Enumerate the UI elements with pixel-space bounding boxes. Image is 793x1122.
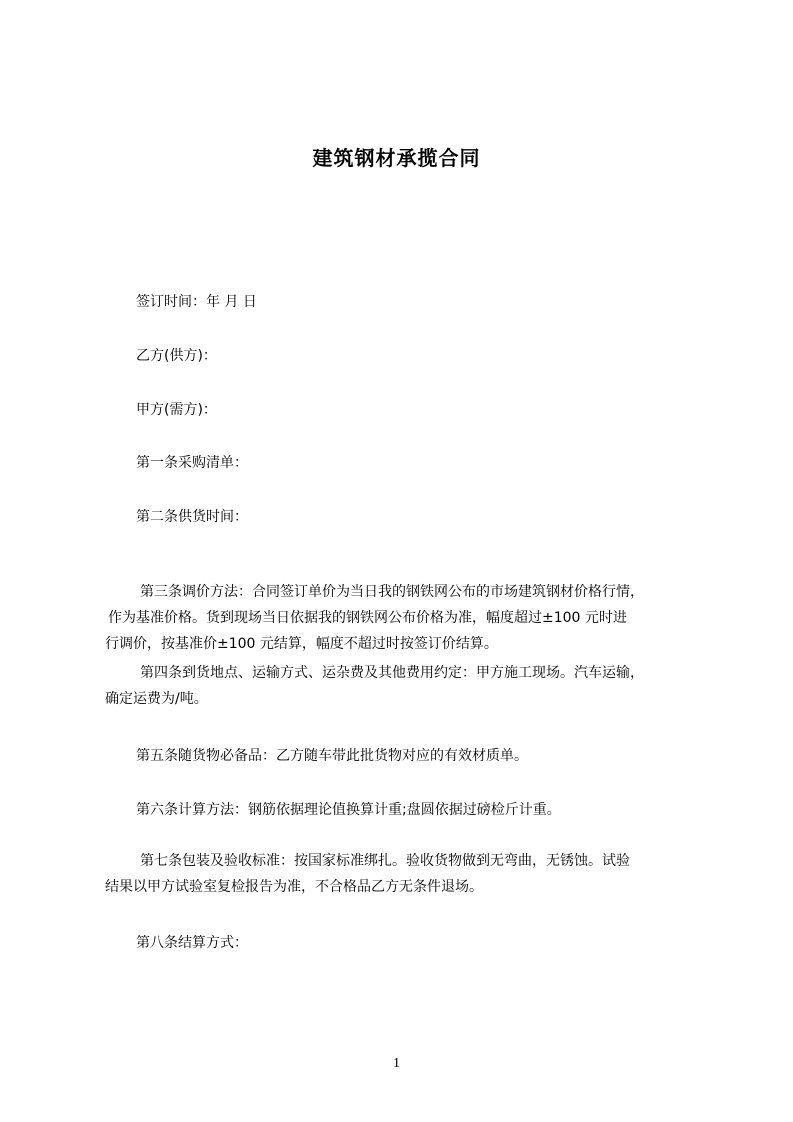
article-6-calculation-method: 第六条计算方法：钢筋依据理论值换算计重;盘圆依据过磅检斤计重。 (136, 802, 561, 818)
article-8-settlement: 第八条结算方式： (136, 935, 248, 951)
article-3-line-3: 行调价，按基准价±100 元结算，幅度不超过时按签订价结算。 (105, 636, 498, 652)
article-5-required-items: 第五条随货物必备品：乙方随车带此批货物对应的有效材质单。 (136, 748, 528, 764)
article-4-delivery-terms (105, 660, 644, 712)
sign-time-line: 签订时间：年 月 日 (136, 294, 257, 310)
article-1-purchase-list: 第一条采购清单： (136, 455, 248, 471)
article-7-line-2: 结果以甲方试验室复检报告为准，不合格品乙方无条件退场。 (105, 879, 483, 895)
article-3-line-2: 作为基准价格。货到现场当日依据我的钢铁网公布价格为准，幅度超过±100 元时进 (108, 610, 627, 626)
article-3-price-adjustment (105, 579, 644, 657)
article-7-line-1: 第七条包装及验收标准：按国家标准绑扎。验收货物做到无弯曲，无锈蚀。试验 (140, 853, 630, 869)
contract-title: 建筑钢材承揽合同 (312, 146, 481, 170)
party-a-line: 甲方(需方)： (136, 402, 217, 418)
article-7-packaging-acceptance (105, 848, 630, 900)
article-4-line-2: 确定运费为/吨。 (105, 691, 208, 707)
article-3-line-1: 第三条调价方法：合同签订单价为当日我的钢铁网公布的市场建筑钢材价格行情， (140, 584, 644, 600)
party-b-line: 乙方(供方)： (136, 348, 217, 364)
page-number: 1 (393, 1056, 400, 1071)
article-4-line-1: 第四条到货地点、运输方式、运杂费及其他费用约定：甲方施工现场。汽车运输， (140, 665, 644, 681)
article-2-delivery-time: 第二条供货时间： (136, 509, 248, 525)
